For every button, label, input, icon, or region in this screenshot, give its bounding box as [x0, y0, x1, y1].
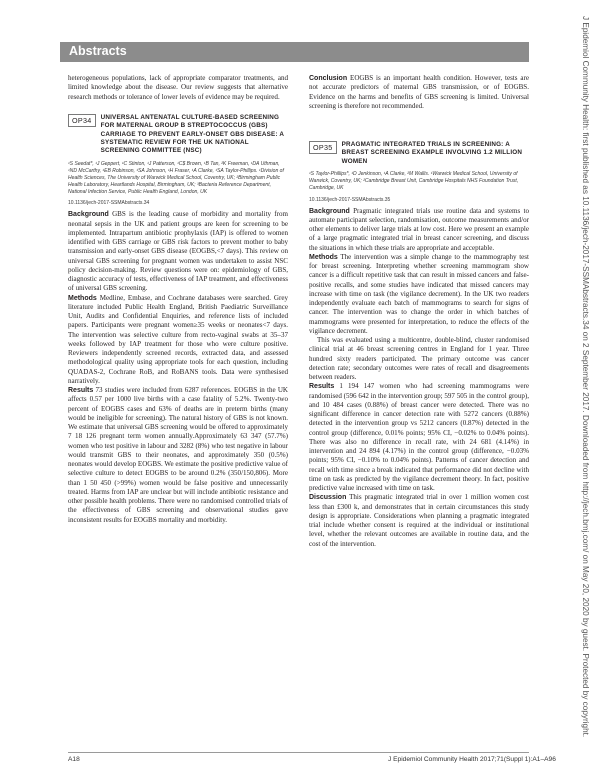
author-list: ¹S Taylor-Phillips*, ¹D Jenkinson, ¹A Clarke, ²M Wallis. ¹Warwick Medical School, University of Warwick, Coventry, UK; ²Cambridge Breast Unit, Cambridge Hospitals NHS Foundation Trust, Cambridge, UK: [309, 171, 519, 192]
background-text: Pragmatic integrated trials use routine data and systems to automate participant selection, randomisation, outcome measurements and/or other elements to deliver large trials at low cost. Here we present an example of a large pragmatic integrated trial in breast cancer screening, and discuss the situations in which these trials are appropriate and acceptable.: [309, 206, 529, 252]
side-download-notice: [576, 16, 592, 756]
background-paragraph: [68, 210, 288, 293]
discussion-text: This pragmatic integrated trial in over 1 million women cost less than £300 k, and demonstrates that in certain circumstances this study design is appropriate. Considerations when planning a pragmatic integrated trial include whether consent is required at the individual or institutional level, whether the relevant outcomes are available in routine data, and the cost of the intervention.: [309, 493, 529, 548]
journal-citation: J Epidemiol Community Health 2017;71(Suppl 1):A1–A96: [388, 756, 556, 763]
conclusion-text: EOGBS is an important health condition. However, tests are not accurate predictors of maternal GBS transmission, or of EOGBS. Evidence on the harms and benefits of GBS screening is limited. Universal screening is therefore not recommended.: [309, 74, 529, 110]
abstract-header-op35: [309, 141, 529, 166]
methods-text: Medline, Embase, and Cochrane databases were searched. Grey literature included Public Health England, British Paediatric Surveillance Unit, Audits and Confidential Enquiries, and reference lists of included papers. Participants were pregnant women≥35 weeks or neonates<7 days. The intervention was selective culture from recto-vaginal swabs at 35–37 weeks followed by IAP treatment for those who were culture positive. Reviewers independently screened records, extracted data, and assessed methodological quality using appropriate tools for each question, including QUADAS-2, Cochrane RoB, and RoBANS tools. Data were synthesised narratively.: [68, 293, 289, 385]
abstract-header-op34: [68, 114, 288, 156]
abstract-title: UNIVERSAL ANTENATAL CULTURE-BASED SCREENING FOR MATERNAL GROUP B STREPTOCOCCUS (GBS) CARRIAGE TO PREVENT EARLY-ONSET GBS DISEASE: A SYSTEMATIC REVIEW FOR THE UK NATIONAL SCREENING COMMITTEE (NSC): [100, 113, 284, 155]
methods-label: Methods: [68, 294, 97, 302]
abstract-title: PRAGMATIC INTEGRATED TRIALS IN SCREENING: A BREAST SCREENING EXAMPLE INVOLVING 1.2 MILLION WOMEN: [341, 141, 523, 165]
background-label: Background: [68, 211, 109, 219]
abstract-number-badge: OP34: [68, 114, 96, 127]
section-title: Abstracts: [69, 44, 127, 58]
results-label: Results: [68, 387, 94, 394]
right-column: [309, 74, 529, 549]
side-notice-text: J Epidemiol Community Health: first published as 10.1136/jech-2017-SSMAbstracts.34 on 2 September 2017. Downloaded from http://jech.bmj.com/ on May 20, 2020 by guest. Protected by copyright.: [581, 16, 590, 738]
background-text: GBS is the leading cause of morbidity and mortality from neonatal sepsis in the UK and patient groups are keen for screening to be implemented. Intrapartum antibiotic prophylaxis (IAP) is offered to women identified with GBS carriage or GBS risk factors to prevent mother to baby transmission and early-onset GBS disease (EOGBS,<7 days). This review on universal GBS screening for pregnant women was undertaken to assist NSC policy decision-making. Review questions were on: epidemiology of GBS, diagnostic accuracy of tests, effectiveness of IAP treatment, and effectiveness of universal GBS screening.: [68, 210, 289, 293]
background-label: Background: [309, 207, 350, 215]
abstract-number-badge: OP35: [309, 141, 337, 154]
methods-text: The intervention was a simple change to the mammography test for breast screening. Interpreting whether screening mammogram show cancer is a difficult repetitive task that can result in missed cancers and false-positive recalls, and some studies have indicated that missed cancers may increase with time on task (the vigilance decrement). In the UK two readers independently evaluate each batch of mammograms to search for signs of cancer. The intervention was to change the order in which batches of mammograms were presented for interpretation, to reduce the effects of the vigilance decrement.: [309, 252, 530, 335]
results-text: 73 studies were included from 6287 references. EOGBS in the UK affects 0.57 per 1000 live births with a case fatality of 5.2%. Twenty-two percent of EOGBS cases and 63% of deaths are in preterm births (many would be ineligible for screening). The natural history of GBS is not known. We estimate that universal GBS screening would be offered to approximately 7 18 126 pregnant term women annually.Approximately 63 347 (57.7%) women who test positive in labour and 3282 (8%) who test negative in labour would transmit GBS to their neonates, and approximately 350 (0.5%) neonates would develop EOGBS. We estimate the positive predictive value of selective culture to detect EOGBS to be around 0.2% (350/150,806). More than 1 50 450 (>99%) women would be false positive and unnecessarily treated. Harms from IAP are unclear but will include antibiotic resistance and other possible health problems. There were no randomised controlled trials of the effectiveness of GBS screening and observational studies gave inconsistent results for EOGBS mortality and morbidity.: [68, 386, 288, 524]
doi-text[interactable]: 10.1136/jech-2017-SSMAbstracts.35: [309, 196, 391, 203]
results-paragraph: [68, 386, 288, 525]
methods-paragraph-2: This was evaluated using a multicentre, double-blind, cluster randomised clinical trial at 46 breast screening centres in England for 1 year. Three hundred sixty readers participated. The primary outcome was cancer detection rate; secondary outcomes were rates of recall and disagreements between readers.: [309, 336, 529, 381]
footer-divider: [68, 752, 529, 753]
intro-paragraph: heterogeneous populations, lack of appropriate comparator treatments, and limited knowledge about the disease. Our review suggests that alternative research methods or tolerance of lower levels of evidence may be required.: [68, 74, 288, 101]
discussion-paragraph: [309, 493, 529, 549]
conclusion-paragraph: [309, 74, 529, 111]
page-number: A18: [68, 756, 80, 763]
methods-label: Methods: [309, 253, 338, 261]
author-list: ¹S Seedat*, ¹J Geppert, ¹C Stinton, ¹J Patterson, ¹C$ Brown, ¹B Tan, ²K Freeman, ¹DA Uthman, ¹ND McCarthy, ¹EB Robinson, ¹SA Johnson, ¹H Fraser, ¹A Clarke, ¹SA Taylor-Phillips. ¹Division of Health Sciences, The University of Warwick Medical School, Coventry, UK; ²Birmingham Public Health Laboratory, Heartlands Hospital, Birmingham, UK; ³Bacteria Reference Department, National Infection Service, Public Health England, London, UK: [68, 160, 284, 196]
discussion-label: Discussion: [309, 494, 347, 502]
results-paragraph: [309, 382, 529, 493]
conclusion-label: Conclusion: [309, 75, 348, 82]
results-label: Results: [309, 383, 335, 391]
doi-text[interactable]: 10.1136/jech-2017-SSMAbstracts.34: [68, 200, 150, 207]
left-column: [68, 74, 288, 525]
background-paragraph: [309, 207, 529, 253]
results-text: 1 194 147 women who had screening mammograms were randomised (596 642 in the intervention group; 597 505 in the control group), and 10 484 cases (0.88%) of breast cancer were detected. There was no significant difference in cancer detection rate with 5272 cancers (0.88%) detected in the intervention group vs 5212 cancers (0.87%) detected in the control group (difference, 0.01% points; 95% CI, −0.02% to 0.04% points). There was also no difference in recall rate, with 24 681 (4.14%) in intervention and 24 894 (4.17%) in the control group (difference, −0.03% points; 95% CI, −0.10% to 0.04% points). Patterns of cancer detection and recall with time since a break indicated that performance did not decline with time on task as predicted by the vigilance decrement theory. In fact, positive predictive value increased with time on task.: [309, 382, 529, 492]
methods-paragraph: [309, 253, 529, 336]
section-header-bar: [60, 42, 529, 62]
methods-paragraph: [68, 294, 288, 387]
